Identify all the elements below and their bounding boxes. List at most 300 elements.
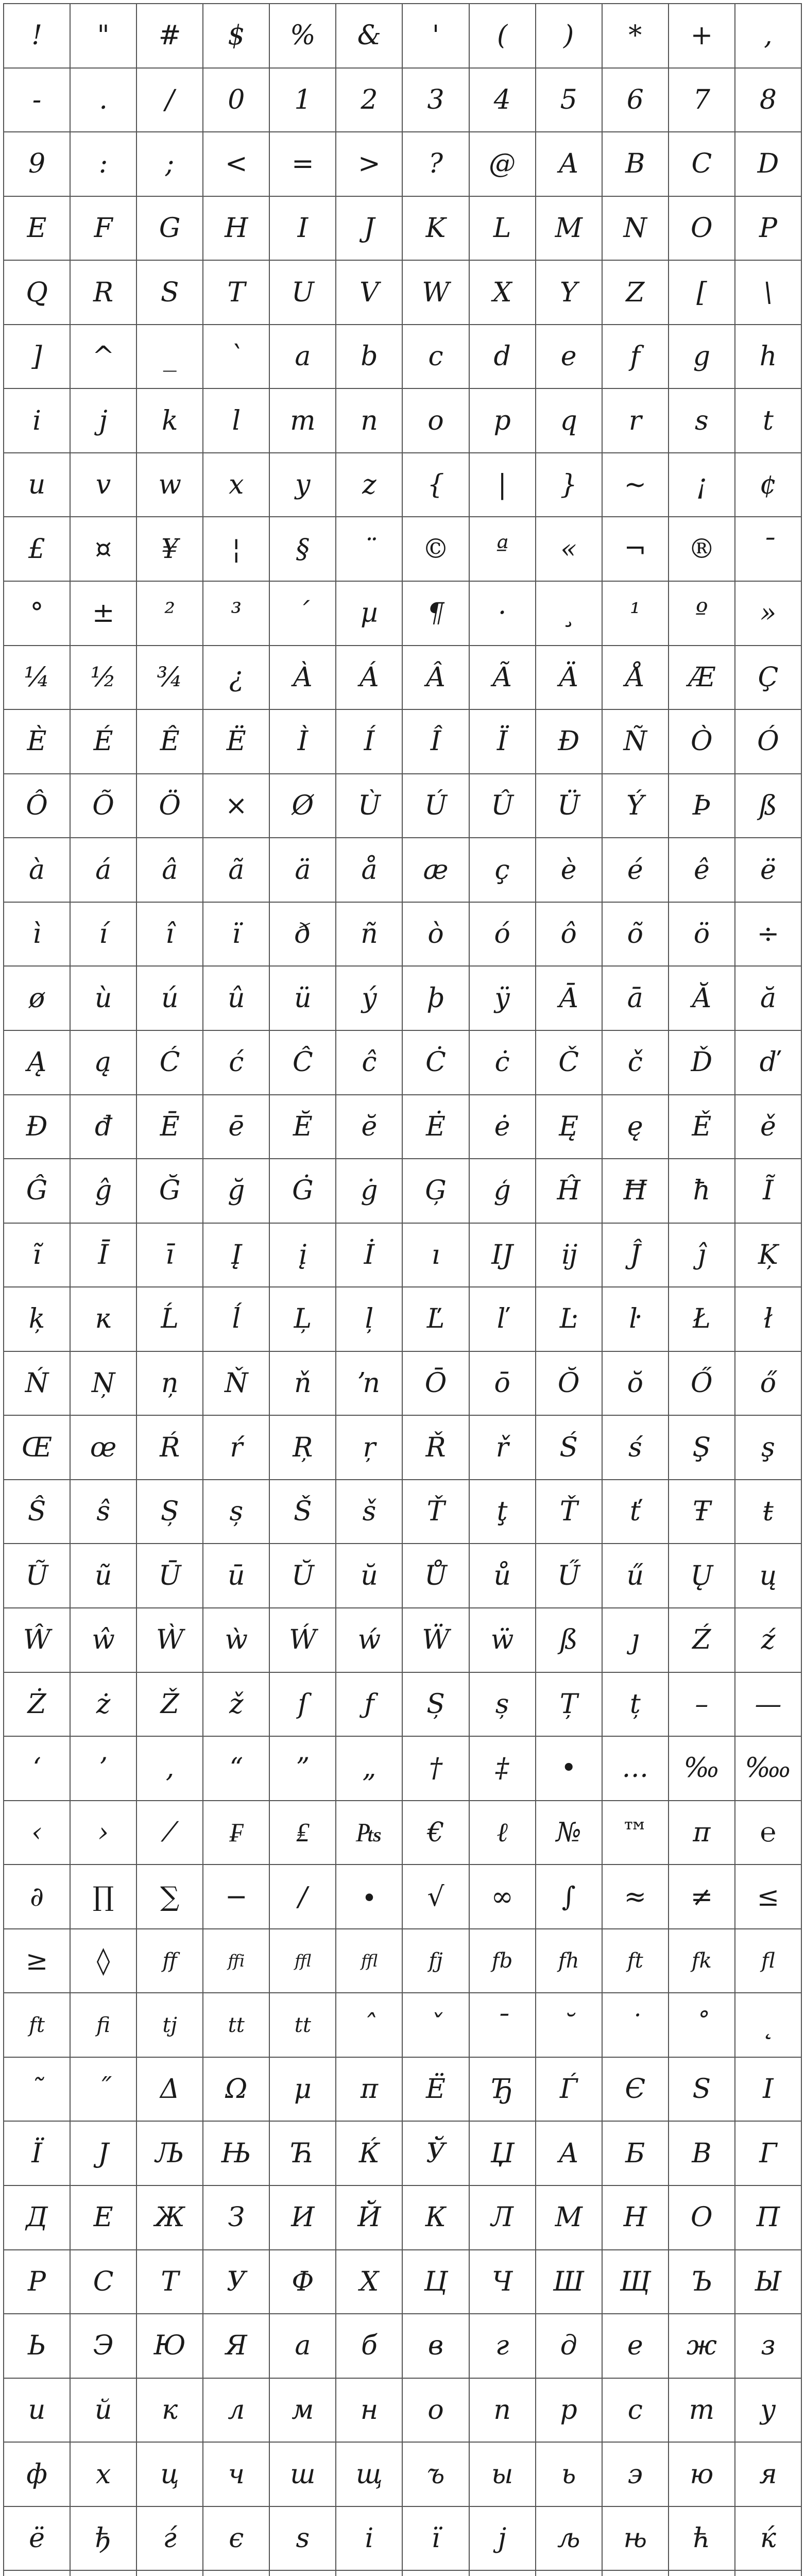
glyph-cell: 2 bbox=[336, 69, 403, 133]
glyph-cell: ˝ bbox=[71, 2058, 137, 2122]
glyph-cell: tj bbox=[137, 1993, 203, 2058]
glyph-cell: . bbox=[71, 69, 137, 133]
glyph-cell: ^ bbox=[71, 325, 137, 389]
glyph-cell: Ģ bbox=[403, 1159, 469, 1224]
glyph-cell: Ŗ bbox=[270, 1416, 336, 1480]
glyph-cell: Д bbox=[4, 2186, 71, 2250]
glyph-cell: ı bbox=[403, 1224, 469, 1288]
glyph-cell: ₤ bbox=[270, 1801, 336, 1866]
glyph-cell: ẁ bbox=[203, 1608, 270, 1673]
glyph-cell: Õ bbox=[71, 774, 137, 839]
glyph-cell: ¶ bbox=[403, 582, 469, 646]
glyph-cell: † bbox=[403, 1737, 469, 1801]
glyph-cell: } bbox=[536, 453, 603, 518]
glyph-cell: ; bbox=[137, 132, 203, 197]
glyph-cell bbox=[669, 2571, 735, 2576]
glyph-cell: ¹ bbox=[603, 582, 669, 646]
glyph-cell: ý bbox=[336, 967, 403, 1031]
glyph-cell: ‚ bbox=[137, 1737, 203, 1801]
glyph-cell: İ bbox=[336, 1224, 403, 1288]
glyph-cell: ´ bbox=[270, 582, 336, 646]
glyph-cell: Џ bbox=[470, 2122, 536, 2186]
glyph-cell: N bbox=[603, 197, 669, 261]
glyph-cell: ? bbox=[403, 132, 469, 197]
glyph-cell: M bbox=[536, 197, 603, 261]
glyph-cell: Ѓ bbox=[536, 2058, 603, 2122]
glyph-cell: х bbox=[71, 2443, 137, 2507]
glyph-cell: ff bbox=[137, 1929, 203, 1994]
glyph-cell: Б bbox=[603, 2122, 669, 2186]
glyph-cell: ř bbox=[470, 1416, 536, 1480]
glyph-cell: _ bbox=[137, 325, 203, 389]
glyph-cell: > bbox=[336, 132, 403, 197]
glyph-cell: j bbox=[71, 389, 137, 453]
glyph-cell: ẃ bbox=[336, 1608, 403, 1673]
glyph-cell: ê bbox=[669, 838, 735, 903]
glyph-cell: В bbox=[669, 2122, 735, 2186]
glyph-cell: Њ bbox=[203, 2122, 270, 2186]
glyph-cell: Á bbox=[336, 646, 403, 710]
glyph-cell: a bbox=[270, 325, 336, 389]
glyph-cell: ˆ bbox=[336, 1993, 403, 2058]
glyph-cell: R bbox=[71, 261, 137, 325]
glyph-cell: ī bbox=[137, 1224, 203, 1288]
glyph-cell: m bbox=[270, 389, 336, 453]
glyph-cell: Ъ bbox=[669, 2250, 735, 2315]
glyph-cell: n bbox=[336, 389, 403, 453]
glyph-cell: Ã bbox=[470, 646, 536, 710]
glyph-cell: ¢ bbox=[735, 453, 802, 518]
glyph-cell: Ŭ bbox=[270, 1544, 336, 1608]
glyph-cell: Х bbox=[336, 2250, 403, 2315]
glyph-cell: : bbox=[71, 132, 137, 197]
glyph-cell: ŗ bbox=[336, 1416, 403, 1480]
glyph-cell: д bbox=[536, 2314, 603, 2379]
glyph-cell: Î bbox=[403, 710, 469, 774]
glyph-cell: Ó bbox=[735, 710, 802, 774]
glyph-cell: 8 bbox=[735, 69, 802, 133]
glyph-cell: V bbox=[336, 261, 403, 325]
glyph-cell: ē bbox=[203, 1095, 270, 1160]
glyph-cell: ¦ bbox=[203, 517, 270, 582]
glyph-cell: ∞ bbox=[470, 1865, 536, 1929]
glyph-cell: Ć bbox=[137, 1031, 203, 1095]
glyph-cell: y bbox=[270, 453, 336, 518]
glyph-cell: ₣ bbox=[203, 1801, 270, 1866]
glyph-cell: ‱ bbox=[735, 1737, 802, 1801]
glyph-cell: , bbox=[735, 4, 802, 69]
glyph-cell bbox=[71, 2571, 137, 2576]
glyph-cell: ! bbox=[4, 4, 71, 69]
glyph-cell: ¾ bbox=[137, 646, 203, 710]
glyph-cell: ½ bbox=[71, 646, 137, 710]
glyph-cell: Ü bbox=[536, 774, 603, 839]
glyph-cell: Ñ bbox=[603, 710, 669, 774]
glyph-cell: я bbox=[735, 2443, 802, 2507]
glyph-cell: ů bbox=[470, 1544, 536, 1608]
glyph-cell: Ú bbox=[403, 774, 469, 839]
glyph-cell: Ў bbox=[403, 2122, 469, 2186]
glyph-cell: ě bbox=[735, 1095, 802, 1160]
glyph-cell: Ł bbox=[669, 1287, 735, 1352]
glyph-cell: Є bbox=[603, 2058, 669, 2122]
glyph-cell: ā bbox=[603, 967, 669, 1031]
glyph-cell: к bbox=[137, 2379, 203, 2443]
glyph-cell: ę bbox=[603, 1095, 669, 1160]
glyph-cell: н bbox=[336, 2379, 403, 2443]
glyph-cell: · bbox=[470, 582, 536, 646]
glyph-cell: Љ bbox=[137, 2122, 203, 2186]
glyph-cell: ŝ bbox=[71, 1480, 137, 1545]
glyph-cell: C bbox=[669, 132, 735, 197]
glyph-cell: Ń bbox=[4, 1352, 71, 1416]
glyph-cell: ќ bbox=[735, 2507, 802, 2571]
glyph-cell: " bbox=[71, 4, 137, 69]
glyph-cell: Ű bbox=[536, 1544, 603, 1608]
glyph-cell: × bbox=[203, 774, 270, 839]
glyph-cell: 0 bbox=[203, 69, 270, 133]
glyph-cell: ъ bbox=[403, 2443, 469, 2507]
glyph-cell: ) bbox=[536, 4, 603, 69]
glyph-cell: Ĕ bbox=[270, 1095, 336, 1160]
glyph-cell: Ț bbox=[536, 1673, 603, 1737]
glyph-cell: Ź bbox=[669, 1608, 735, 1673]
glyph-cell: є bbox=[203, 2507, 270, 2571]
glyph-cell: Ŝ bbox=[4, 1480, 71, 1545]
glyph-cell: Į bbox=[203, 1224, 270, 1288]
glyph-cell: И bbox=[270, 2186, 336, 2250]
glyph-cell: = bbox=[270, 132, 336, 197]
glyph-cell: È bbox=[4, 710, 71, 774]
glyph-cell: ю bbox=[669, 2443, 735, 2507]
glyph-cell: ₧ bbox=[336, 1801, 403, 1866]
glyph-cell: ° bbox=[4, 582, 71, 646]
glyph-cell: ț bbox=[603, 1673, 669, 1737]
glyph-cell: Ч bbox=[470, 2250, 536, 2315]
glyph-cell: ò bbox=[403, 903, 469, 967]
glyph-cell: Â bbox=[403, 646, 469, 710]
glyph-cell: њ bbox=[603, 2507, 669, 2571]
glyph-cell: ħ bbox=[669, 1159, 735, 1224]
glyph-cell: ы bbox=[470, 2443, 536, 2507]
glyph-cell: • bbox=[536, 1737, 603, 1801]
glyph-cell: ȷ bbox=[603, 1608, 669, 1673]
glyph-cell: ∕ bbox=[270, 1865, 336, 1929]
glyph-cell: I bbox=[735, 2058, 802, 2122]
glyph-cell: * bbox=[603, 4, 669, 69]
glyph-cell: Œ bbox=[4, 1416, 71, 1480]
glyph-cell: — bbox=[735, 1673, 802, 1737]
glyph-cell: § bbox=[270, 517, 336, 582]
glyph-cell bbox=[336, 2571, 403, 2576]
glyph-cell: 3 bbox=[403, 69, 469, 133]
glyph-cell: ļ bbox=[336, 1287, 403, 1352]
glyph-cell: ф bbox=[4, 2443, 71, 2507]
glyph-cell: ų bbox=[735, 1544, 802, 1608]
glyph-cell: “ bbox=[203, 1737, 270, 1801]
glyph-cell: Ě bbox=[669, 1095, 735, 1160]
glyph-cell: i bbox=[4, 389, 71, 453]
glyph-cell: о bbox=[403, 2379, 469, 2443]
glyph-cell: ¡ bbox=[669, 453, 735, 518]
glyph-cell: fl bbox=[735, 1929, 802, 1994]
glyph-cell: ® bbox=[669, 517, 735, 582]
glyph-cell: ŵ bbox=[71, 1608, 137, 1673]
glyph-cell: ġ bbox=[336, 1159, 403, 1224]
glyph-cell: E bbox=[4, 197, 71, 261]
glyph-cell: ∙ bbox=[336, 1865, 403, 1929]
glyph-cell: Ĺ bbox=[137, 1287, 203, 1352]
glyph-cell: ė bbox=[470, 1095, 536, 1160]
glyph-cell: ѕ bbox=[270, 2507, 336, 2571]
glyph-cell: ' bbox=[403, 4, 469, 69]
glyph-cell: › bbox=[71, 1801, 137, 1866]
glyph-cell: г bbox=[470, 2314, 536, 2379]
glyph-cell: ģ bbox=[470, 1159, 536, 1224]
glyph-cell: щ bbox=[336, 2443, 403, 2507]
glyph-cell: ¤ bbox=[71, 517, 137, 582]
glyph-cell: Ь bbox=[4, 2314, 71, 2379]
glyph-cell: fb bbox=[470, 1929, 536, 1994]
glyph-cell: ß bbox=[735, 774, 802, 839]
glyph-cell: í bbox=[71, 903, 137, 967]
glyph-cell: ¥ bbox=[137, 517, 203, 582]
glyph-cell: ĉ bbox=[336, 1031, 403, 1095]
glyph-cell: ő bbox=[735, 1352, 802, 1416]
glyph-cell: П bbox=[735, 2186, 802, 2250]
glyph-cell: ¨ bbox=[336, 517, 403, 582]
glyph-cell: Ì bbox=[270, 710, 336, 774]
glyph-cell: £ bbox=[4, 517, 71, 582]
glyph-cell: U bbox=[270, 261, 336, 325]
glyph-cell: 9 bbox=[4, 132, 71, 197]
glyph-cell: ˜ bbox=[4, 2058, 71, 2122]
glyph-cell: ĝ bbox=[71, 1159, 137, 1224]
glyph-cell: ] bbox=[4, 325, 71, 389]
glyph-cell: ž bbox=[203, 1673, 270, 1737]
glyph-cell: ù bbox=[71, 967, 137, 1031]
glyph-cell: 6 bbox=[603, 69, 669, 133]
glyph-cell bbox=[735, 2571, 802, 2576]
glyph-cell: Ġ bbox=[270, 1159, 336, 1224]
glyph-cell: ² bbox=[137, 582, 203, 646]
glyph-cell: ĳ bbox=[536, 1224, 603, 1288]
glyph-cell: 1 bbox=[270, 69, 336, 133]
glyph-grid bbox=[3, 3, 802, 2576]
glyph-cell: Л bbox=[470, 2186, 536, 2250]
glyph-cell: Ж bbox=[137, 2186, 203, 2250]
glyph-cell: ĺ bbox=[203, 1287, 270, 1352]
glyph-cell: ă bbox=[735, 967, 802, 1031]
glyph-cell: Ď bbox=[669, 1031, 735, 1095]
glyph-cell: ņ bbox=[137, 1352, 203, 1416]
glyph-cell: Ĳ bbox=[470, 1224, 536, 1288]
glyph-cell: ō bbox=[470, 1352, 536, 1416]
glyph-cell: ź bbox=[735, 1608, 802, 1673]
glyph-cell: O bbox=[669, 197, 735, 261]
glyph-cell: K bbox=[403, 197, 469, 261]
glyph-cell: ь bbox=[536, 2443, 603, 2507]
glyph-cell: ň bbox=[270, 1352, 336, 1416]
glyph-cell: № bbox=[536, 1801, 603, 1866]
glyph-cell: ß bbox=[536, 1608, 603, 1673]
glyph-cell: w bbox=[137, 453, 203, 518]
glyph-cell: Я bbox=[203, 2314, 270, 2379]
glyph-cell: √ bbox=[403, 1865, 469, 1929]
glyph-cell: tt bbox=[203, 1993, 270, 2058]
glyph-cell: Э bbox=[71, 2314, 137, 2379]
glyph-cell: ą bbox=[71, 1031, 137, 1095]
glyph-cell: Đ bbox=[4, 1095, 71, 1160]
glyph-cell: ™ bbox=[603, 1801, 669, 1866]
glyph-cell: à bbox=[4, 838, 71, 903]
glyph-cell: ď bbox=[735, 1031, 802, 1095]
glyph-cell: с bbox=[603, 2379, 669, 2443]
glyph-cell: æ bbox=[403, 838, 469, 903]
glyph-cell: Ŏ bbox=[536, 1352, 603, 1416]
glyph-cell: С bbox=[71, 2250, 137, 2315]
glyph-cell: ℓ bbox=[470, 1801, 536, 1866]
glyph-cell: Ę bbox=[536, 1095, 603, 1160]
glyph-cell: ft bbox=[4, 1993, 71, 2058]
glyph-cell bbox=[4, 2571, 71, 2576]
glyph-cell: ft bbox=[603, 1929, 669, 1994]
glyph-cell: « bbox=[536, 517, 603, 582]
glyph-cell: r bbox=[603, 389, 669, 453]
glyph-cell: ĸ bbox=[71, 1287, 137, 1352]
glyph-cell: š bbox=[336, 1480, 403, 1545]
glyph-cell: ¸ bbox=[536, 582, 603, 646]
glyph-cell: К bbox=[403, 2186, 469, 2250]
glyph-cell: ≈ bbox=[603, 1865, 669, 1929]
glyph-cell: Ů bbox=[403, 1544, 469, 1608]
glyph-cell: Ä bbox=[536, 646, 603, 710]
glyph-cell: é bbox=[603, 838, 669, 903]
glyph-cell: ë bbox=[735, 838, 802, 903]
glyph-cell: S bbox=[669, 2058, 735, 2122]
glyph-cell: ğ bbox=[203, 1159, 270, 1224]
glyph-cell: s bbox=[669, 389, 735, 453]
glyph-cell: у bbox=[735, 2379, 802, 2443]
glyph-cell: Ą bbox=[4, 1031, 71, 1095]
glyph-cell: Ņ bbox=[71, 1352, 137, 1416]
glyph-cell: ú bbox=[137, 967, 203, 1031]
glyph-cell: У bbox=[203, 2250, 270, 2315]
glyph-cell: О bbox=[669, 2186, 735, 2250]
glyph-cell: q bbox=[536, 389, 603, 453]
glyph-cell: Ћ bbox=[270, 2122, 336, 2186]
glyph-cell: ˙ bbox=[603, 1993, 669, 2058]
glyph-cell: π bbox=[669, 1801, 735, 1866]
glyph-cell: fh bbox=[536, 1929, 603, 1994]
glyph-cell: ± bbox=[71, 582, 137, 646]
glyph-cell: ï bbox=[203, 903, 270, 967]
glyph-cell: ŏ bbox=[603, 1352, 669, 1416]
glyph-cell: # bbox=[137, 4, 203, 69]
glyph-cell: Q bbox=[4, 261, 71, 325]
glyph-cell: ³ bbox=[203, 582, 270, 646]
glyph-cell: å bbox=[336, 838, 403, 903]
glyph-cell: б bbox=[336, 2314, 403, 2379]
glyph-cell: ŉ bbox=[336, 1352, 403, 1416]
glyph-cell: ş bbox=[735, 1416, 802, 1480]
glyph-cell: π bbox=[336, 2058, 403, 2122]
glyph-cell: ≤ bbox=[735, 1865, 802, 1929]
glyph-cell: į bbox=[270, 1224, 336, 1288]
glyph-cell: G bbox=[137, 197, 203, 261]
glyph-cell: Т bbox=[137, 2250, 203, 2315]
glyph-cell: Ù bbox=[336, 774, 403, 839]
glyph-cell: ć bbox=[203, 1031, 270, 1095]
glyph-cell: č bbox=[603, 1031, 669, 1095]
glyph-cell: Ô bbox=[4, 774, 71, 839]
glyph-cell: ª bbox=[470, 517, 536, 582]
glyph-cell: / bbox=[137, 69, 203, 133]
glyph-cell: đ bbox=[71, 1095, 137, 1160]
glyph-cell: З bbox=[203, 2186, 270, 2250]
glyph-cell: Щ bbox=[603, 2250, 669, 2315]
glyph-cell: Ò bbox=[669, 710, 735, 774]
glyph-cell: - bbox=[4, 69, 71, 133]
glyph-cell: É bbox=[71, 710, 137, 774]
glyph-cell: Ќ bbox=[336, 2122, 403, 2186]
glyph-cell: Þ bbox=[669, 774, 735, 839]
glyph-cell: + bbox=[669, 4, 735, 69]
glyph-cell: ∑ bbox=[137, 1865, 203, 1929]
glyph-cell: D bbox=[735, 132, 802, 197]
glyph-cell: и bbox=[4, 2379, 71, 2443]
glyph-cell: ˉ bbox=[470, 1993, 536, 2058]
glyph-cell: õ bbox=[603, 903, 669, 967]
glyph-cell: H bbox=[203, 197, 270, 261]
glyph-cell: ẅ bbox=[470, 1608, 536, 1673]
glyph-cell: ё bbox=[4, 2507, 71, 2571]
glyph-cell: J bbox=[71, 2122, 137, 2186]
glyph-cell: „ bbox=[336, 1737, 403, 1801]
glyph-cell: Р bbox=[4, 2250, 71, 2315]
glyph-cell: з bbox=[735, 2314, 802, 2379]
glyph-cell: B bbox=[603, 132, 669, 197]
glyph-cell: Æ bbox=[669, 646, 735, 710]
glyph-cell: Й bbox=[336, 2186, 403, 2250]
glyph-cell: Ђ bbox=[470, 2058, 536, 2122]
glyph-cell: ц bbox=[137, 2443, 203, 2507]
glyph-cell: û bbox=[203, 967, 270, 1031]
glyph-cell: ~ bbox=[603, 453, 669, 518]
glyph-cell: ÷ bbox=[735, 903, 802, 967]
glyph-cell: ч bbox=[203, 2443, 270, 2507]
glyph-cell: & bbox=[336, 4, 403, 69]
glyph-cell: Ê bbox=[137, 710, 203, 774]
glyph-cell: â bbox=[137, 838, 203, 903]
glyph-cell: è bbox=[536, 838, 603, 903]
glyph-cell: µ bbox=[336, 582, 403, 646]
glyph-cell: Ф bbox=[270, 2250, 336, 2315]
glyph-cell: Ŵ bbox=[4, 1608, 71, 1673]
glyph-cell: Ș bbox=[403, 1673, 469, 1737]
glyph-cell: ¯ bbox=[735, 517, 802, 582]
glyph-cell: Ї bbox=[4, 2122, 71, 2186]
glyph-cell: Ŕ bbox=[137, 1416, 203, 1480]
glyph-cell: u bbox=[4, 453, 71, 518]
glyph-cell: g bbox=[669, 325, 735, 389]
glyph-cell: Ẃ bbox=[270, 1608, 336, 1673]
glyph-cell: d bbox=[470, 325, 536, 389]
glyph-cell: ˚ bbox=[669, 1993, 735, 2058]
glyph-cell: Ц bbox=[403, 2250, 469, 2315]
glyph-cell: Е bbox=[71, 2186, 137, 2250]
glyph-cell: Ī bbox=[71, 1224, 137, 1288]
